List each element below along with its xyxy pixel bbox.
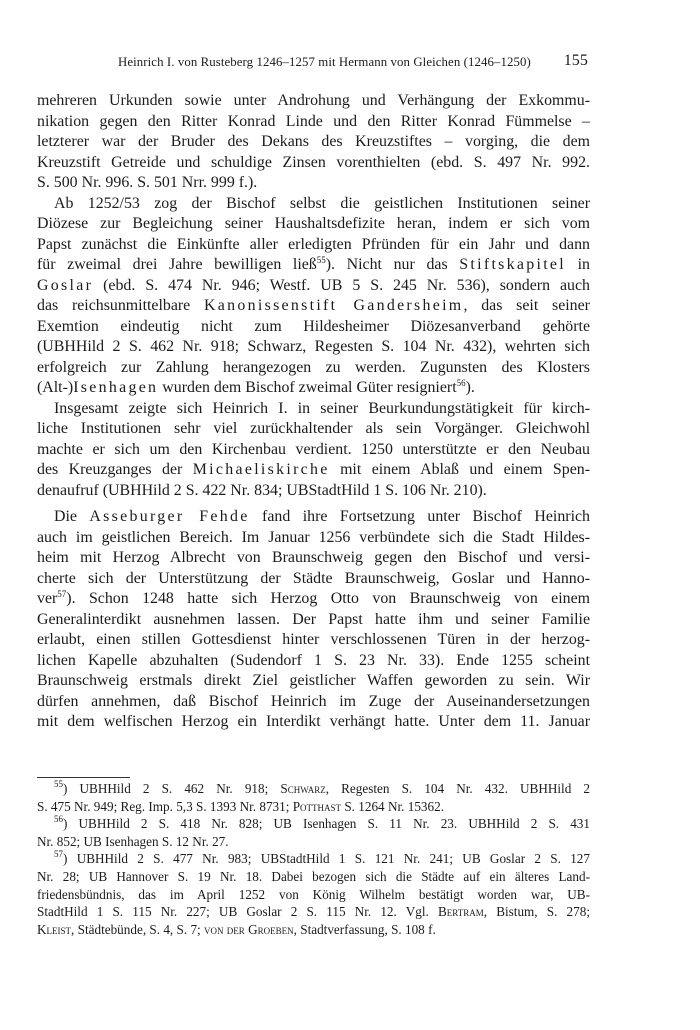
text-line: [37, 255, 590, 276]
page-number: 155: [563, 52, 588, 69]
text-run: ) UBHHild 2 S. 418 Nr. 828; UB Isenhagen S. 11 Nr. 23. UBHHild 2 S. 431: [63, 816, 590, 832]
footnotes: [37, 780, 590, 938]
text-run: Exemtion eindeutig nicht zum Hildesheimer Diözesanverband gehörte: [37, 317, 590, 335]
footnote-line: [37, 833, 590, 851]
text-run: ). Schon 1248 hatte sich Herzog Otto von Braunschweig von einem: [66, 590, 590, 607]
spaced-term: Asseburger Fehde: [89, 508, 250, 525]
text-line: [37, 610, 590, 631]
text-line: [37, 399, 590, 420]
text-line: [37, 214, 590, 235]
text-line: [37, 337, 590, 358]
text-run: , Städtebünde, S. 4, S. 7;: [71, 921, 205, 937]
text-line: [37, 419, 590, 440]
text-run: erfolgreich zur Zahlung herangezogen zu werden. Zugunsten des Klosters: [37, 358, 590, 376]
text-run: ). Nicht nur das: [325, 256, 460, 273]
text-run: S. 475 Nr. 949; Reg. Imp. 5,3 S. 1393 Nr. 8731;: [37, 798, 293, 814]
text-run: Nr. 852; UB Isenhagen S. 12 Nr. 27.: [37, 833, 229, 849]
text-line: [37, 358, 590, 379]
text-line: [37, 194, 590, 215]
text-line: [37, 589, 590, 610]
text-run: das reichsunmittelbare: [37, 297, 204, 314]
spaced-term: Stiftskapitel: [459, 256, 566, 273]
text-run: erlaubt, einen stillen Gottesdienst hinter verschlossenen Türen in der herzog-: [37, 631, 590, 648]
text-run: auch im geistlichen Bereich. Im Januar 1256 verbündete sich die Stadt Hildes-: [37, 528, 590, 546]
text-run: Diözese zur Begleichung seiner Haushaltsdefizite heran, indem er sich vom: [37, 215, 590, 232]
text-run: S. 500 Nr. 996. S. 501 Nrr. 999 f.).: [37, 174, 258, 191]
text-run: nikation gegen den Ritter Konrad Linde und den Ritter Konrad Fümmelse –: [37, 112, 590, 130]
footnote-marker: 55: [54, 779, 63, 789]
text-run: Generalinterdikt ausnehmen lassen. Der Papst hatte ihm und seiner Familie: [37, 610, 590, 628]
text-run: Papst zunächst die Einkünfte aller erledigten Pfründen für ein Jahr und dann: [37, 235, 590, 253]
footnote-rule: [37, 777, 130, 778]
text-run: Die: [54, 508, 90, 525]
text-run: ) UBHHild 2 S. 462 Nr. 918;: [63, 781, 281, 796]
author-name: von der Groeben: [204, 921, 294, 937]
text-run: lichen Kapelle abzuhalten (Sudendorf 1 S. 23 Nr. 33). Ende 1255 scheint: [37, 651, 590, 669]
footnote-line: [37, 798, 590, 816]
text-run: mehreren Urkunden sowie unter Androhung und Verhängung der Exkommu-: [37, 92, 590, 109]
text-line: [37, 507, 590, 528]
text-line: [37, 173, 590, 194]
footnote-line: [37, 815, 590, 833]
text-run: für zweimal drei Jahre bewilligen ließ: [37, 256, 317, 273]
text-line: [37, 296, 590, 317]
footnote-marker: 56: [456, 378, 466, 388]
text-run: Ab 1252/53 zog der Bischof selbst die geistlichen Institutionen seiner: [54, 194, 590, 212]
text-run: StadtHild 1 S. 115 Nr. 227; UB Goslar 2 S. 115 Nr. 12. Vgl.: [37, 904, 438, 920]
text-run: heim mit Herzog Albrecht von Braunschweig gegen den Bischof und versi-: [37, 549, 590, 566]
text-run: Insgesamt zeigte sich Heinrich I. in seiner Beurkundungstätigkeit für kirch-: [54, 399, 590, 417]
spaced-term: Michaeliskirche: [192, 461, 330, 478]
running-header: [118, 52, 588, 70]
footnote-line: [37, 886, 590, 904]
text-run: ver: [37, 590, 58, 607]
footnote-marker: 57: [57, 589, 67, 599]
text-run: machte er sich um den Kirchenbau verdient. 1250 unterstützte er den Neubau: [37, 440, 590, 458]
spaced-term: Goslar: [37, 276, 94, 294]
text-line: [37, 440, 590, 461]
text-line: [37, 378, 590, 399]
footnote-marker: 56: [54, 814, 63, 825]
footnote-line: [37, 903, 590, 921]
text-line: [37, 569, 590, 590]
text-run: (Alt-): [37, 379, 74, 396]
text-run: wurden dem Bischof zweimal Güter resigniert: [158, 379, 457, 396]
text-run: ).: [465, 379, 475, 396]
text-run: S. 1264 Nr. 15362.: [341, 798, 444, 814]
text-line: [37, 91, 590, 112]
text-run: dürfen annehmen, daß Bischof Heinrich im Zuge der Auseinandersetzungen: [37, 692, 590, 710]
spaced-term: Kanonissenstift Gandersheim: [204, 297, 464, 314]
running-title: Heinrich I. von Rusteberg 1246–1257 mit Hermann von Gleichen (1246–1250): [118, 55, 531, 69]
text-run: mit dem welfischen Herzog ein Interdikt verhängt hatte. Unter dem 11. Januar: [37, 713, 590, 730]
author-name: Potthast: [292, 798, 342, 814]
text-line: [37, 112, 590, 133]
text-run: , das seit seiner: [463, 297, 590, 314]
text-line: [37, 630, 590, 651]
text-run: ) UBHHild 2 S. 477 Nr. 983; UBStadtHild 1 S. 121 Nr. 241; UB Goslar 2 S. 127: [63, 851, 590, 867]
text-run: des Kreuzganges der: [37, 461, 193, 478]
footnote-line: [37, 780, 590, 798]
text-run: Kreuzstift Getreide und schuldige Zinsen vorenthielten (ebd. S. 497 Nr. 992.: [37, 153, 590, 171]
text-line: [37, 235, 590, 256]
text-line: [37, 712, 590, 733]
text-run: in: [565, 256, 590, 273]
text-line: [37, 548, 590, 569]
text-line: [37, 460, 590, 481]
text-run: cherte sich der Unterstützung der Städte Braunschweig, Goslar und Hanno-: [37, 569, 590, 587]
author-name: Bertram: [437, 904, 484, 920]
text-line: [37, 692, 590, 713]
footnote-marker: 57: [54, 849, 63, 860]
text-line: [37, 276, 590, 297]
text-run: mit einem Ablaß und einem Spen-: [329, 461, 590, 478]
text-run: friedensbündnis, das im April 1252 von König Wilhelm bestätigt worden war, UB-: [37, 886, 590, 902]
text-line: [37, 671, 590, 692]
text-run: (UBHHild 2 S. 462 Nr. 918; Schwarz, Regesten S. 104 Nr. 432), wehrten sich: [37, 338, 590, 355]
author-name: Schwarz: [280, 781, 326, 796]
text-run: (ebd. S. 474 Nr. 946; Westf. UB 5 S. 245 Nr. 536), sondern auch: [93, 276, 590, 294]
text-line: [37, 651, 590, 672]
text-line: [37, 528, 590, 549]
text-line: [37, 481, 590, 502]
text-run: denaufruf (UBHHild 2 S. 422 Nr. 834; UBStadtHild 1 S. 106 Nr. 210).: [37, 481, 487, 499]
author-name: Kleist: [37, 921, 72, 937]
text-line: [37, 317, 590, 338]
text-run: fand ihre Fortsetzung unter Bischof Heinrich: [249, 508, 590, 525]
footnote-marker: 55: [316, 255, 326, 265]
text-run: , Regesten S. 104 Nr. 432. UBHHild 2: [325, 781, 590, 796]
footnote-line: [37, 850, 590, 868]
main-text: [37, 91, 590, 733]
text-line: [37, 132, 590, 153]
text-line: [37, 153, 590, 174]
footnote-line: [37, 868, 590, 886]
text-run: Nr. 28; UB Hannover S. 19 Nr. 18. Dabei bezogen sich die Städte auf ein älteres Land-: [37, 868, 590, 884]
text-run: liche Institutionen sehr viel zurückhaltender als sein Vorgänger. Gleichwohl: [37, 420, 590, 437]
text-run: , Stadtverfassung, S. 108 f.: [293, 921, 436, 937]
text-run: Braunschweig erstmals direkt Ziel geistlicher Waffen geworden zu sein. Wir: [37, 672, 590, 689]
footnote-line: [37, 921, 590, 939]
spaced-term: Isenhagen: [73, 379, 159, 396]
text-run: letzterer war der Bruder des Dekans des Kreuzstiftes – vorging, die dem: [37, 133, 590, 150]
text-run: , Bistum, S. 278;: [483, 904, 590, 920]
